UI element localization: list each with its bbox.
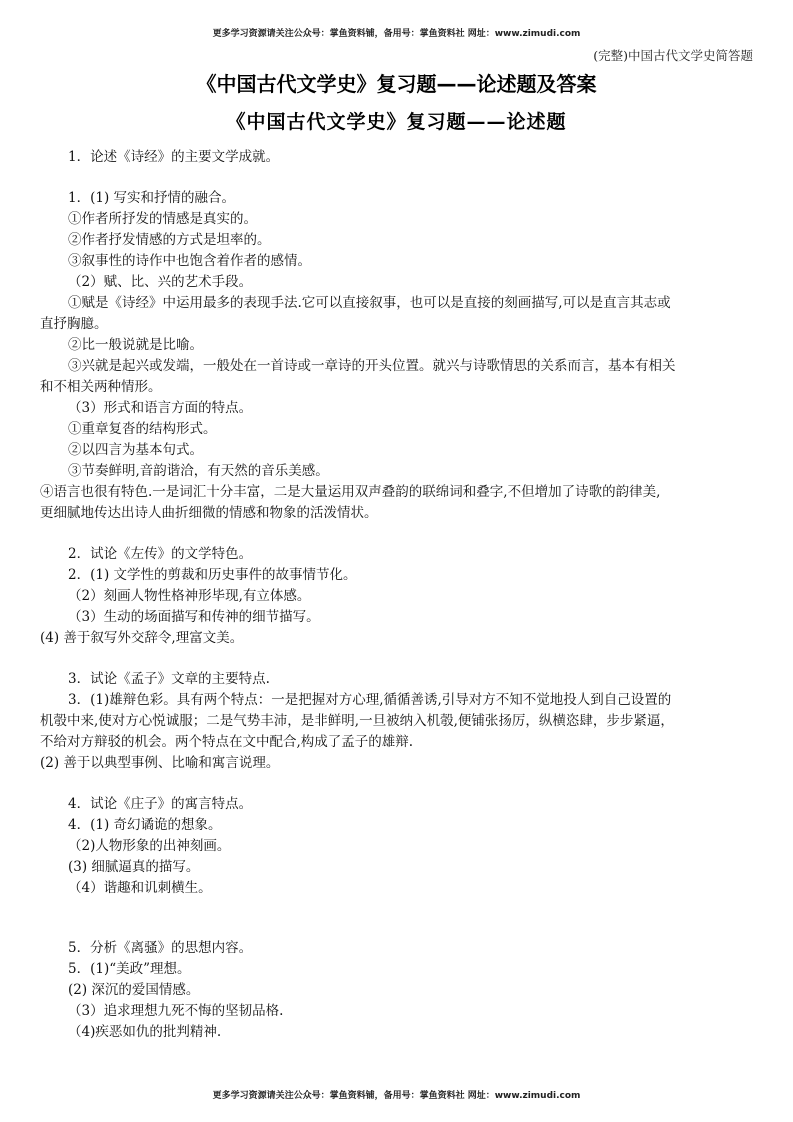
question-heading: 3．试论《孟子》文章的主要特点. — [68, 671, 270, 687]
answer-line: (4) 善于叙写外交辞令,理富文美。 — [40, 630, 244, 646]
answer-line: ①重章复沓的结构形式。 — [68, 421, 217, 437]
question-heading: 1．论述《诗经》的主要文学成就。 — [68, 149, 280, 165]
answer-line: （4）谐趣和讥刺横生。 — [68, 880, 212, 896]
question-heading: 5．分析《离骚》的思想内容。 — [68, 940, 253, 956]
answer-line: 4．(1) 奇幻谲诡的想象。 — [68, 817, 222, 833]
answer-line: （4)疾恶如仇的批判精神. — [68, 1024, 222, 1040]
answer-line: ④语言也很有特色.一是词汇十分丰富，二是大量运用双声叠韵的联绵词和叠字,不但增加了诗歌的韵律美, — [40, 484, 661, 500]
answer-line: 更细腻地传达出诗人曲折细微的情感和物象的活泼情状。 — [40, 505, 378, 521]
answer-line: （2）赋、比、兴的艺术手段。 — [68, 274, 253, 290]
answer-line: 1．(1) 写实和抒情的融合。 — [68, 190, 236, 206]
header-banner: 更多学习资源请关注公众号：掌鱼资料铺，备用号：掌鱼资料社 网址：www.zimudi.com — [212, 29, 581, 39]
answer-line: ③叙事性的诗作中也饱含着作者的感情。 — [68, 253, 311, 269]
answer-line: ③节奏鲜明,音韵谐洽，有天然的音乐美感。 — [68, 463, 329, 479]
answer-line: ②比一般说就是比喻。 — [68, 337, 203, 353]
answer-line: ②以四言为基本句式。 — [68, 442, 203, 458]
answer-line: 不给对方辩驳的机会。两个特点在文中配合,构成了孟子的雄辩. — [40, 734, 414, 750]
answer-line: ①赋是《诗经》中运用最多的表现手法.它可以直接叙事，也可以是直接的刻画描写,可以是直言其志或 — [68, 295, 671, 311]
answer-line: (2) 深沉的爱国情感。 — [68, 982, 200, 998]
document-title: 《中国古代文学史》复习题——论述题及答案 — [196, 72, 597, 96]
answer-line: ①作者所抒发的情感是真实的。 — [68, 211, 257, 227]
question-heading: 2．试论《左传》的文学特色。 — [68, 546, 253, 562]
answer-line: ③兴就是起兴或发端，一般处在一首诗或一章诗的开头位置。就兴与诗歌情思的关系而言，基本有相关 — [68, 358, 676, 374]
running-head: (完整)中国古代文学史简答题 — [593, 48, 753, 63]
section-title: 《中国古代文学史》复习题——论述题 — [226, 111, 567, 133]
answer-line: （2）刻画人物性格神形毕现,有立体感。 — [68, 588, 311, 604]
answer-line: 5．(1)“美政”理想。 — [68, 961, 191, 977]
answer-line: (2) 善于以典型事例、比喻和寓言说理。 — [40, 755, 280, 771]
answer-line: （3）生动的场面描写和传神的细节描写。 — [68, 609, 320, 625]
footer-banner: 更多学习资源请关注公众号：掌鱼资料铺，备用号：掌鱼资料社 网址：www.zimudi.com — [212, 1091, 581, 1101]
answer-line: ②作者抒发情感的方式是坦率的。 — [68, 232, 271, 248]
answer-line: （3）追求理想九死不悔的坚韧品格. — [68, 1003, 284, 1019]
answer-line: 直抒胸臆。 — [40, 316, 108, 332]
answer-line: （3）形式和语言方面的特点。 — [68, 400, 253, 416]
answer-line: (3) 细腻逼真的描写。 — [68, 859, 200, 875]
answer-line: 2．(1) 文学性的剪裁和历史事件的故事情节化。 — [68, 567, 357, 583]
answer-line: （2)人物形象的出神刻画。 — [68, 838, 231, 854]
answer-line: 3．(1)雄辩色彩。具有两个特点：一是把握对方心理,循循善诱,引导对方不知不觉地投人到自己设置的 — [68, 692, 672, 708]
answer-line: 和不相关两种情形。 — [40, 379, 162, 395]
answer-line: 机彀中来,使对方心悦诚服；二是气势丰沛，是非鲜明,一旦被纳入机彀,便铺张扬厉，纵横恣肆，步步紧逼， — [40, 713, 674, 729]
question-heading: 4．试论《庄子》的寓言特点。 — [68, 796, 253, 812]
